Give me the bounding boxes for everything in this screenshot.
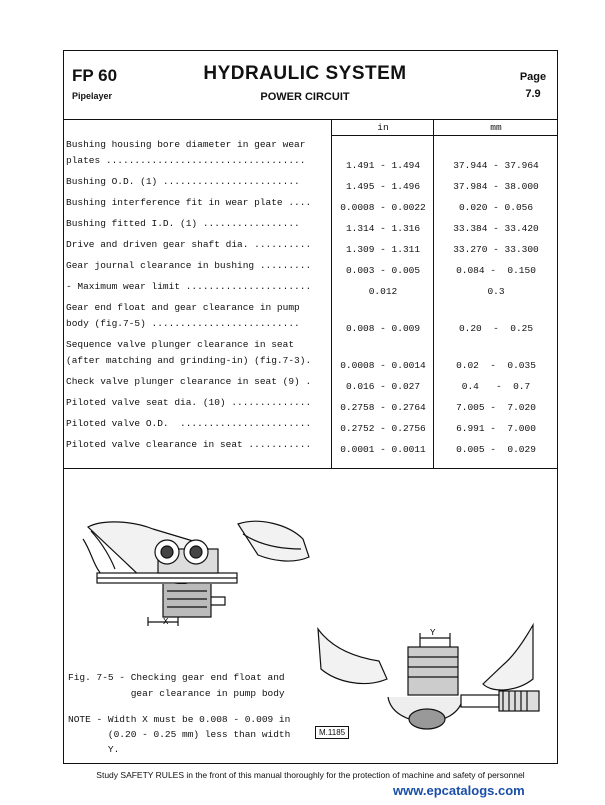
spec-value-mm: 0.20 - 0.25 [458, 323, 534, 334]
spec-value-mm: 33.384 - 33.420 [453, 223, 539, 234]
dim-y-label: Y [430, 628, 436, 638]
spec-value-in: 0.2752 - 0.2756 [340, 423, 426, 434]
spec-description: - Maximum wear limit ...................... [66, 281, 312, 292]
safety-footer: Study SAFETY RULES in the front of this manual thoroughly for the protection of machine and safety of personnel [96, 770, 525, 780]
dim-x-label: X [163, 617, 169, 627]
unit-in-header: in [377, 122, 389, 133]
spec-value-mm: 0.3 [487, 286, 505, 297]
spec-description: Bushing fitted I.D. (1) ................. [66, 218, 300, 229]
spec-description: Piloted valve seat dia. (10) .............. [66, 397, 312, 408]
spec-value-mm: 0.005 - 0.029 [456, 444, 536, 455]
spec-value-in: 1.309 - 1.311 [345, 244, 421, 255]
spec-description: Check valve plunger clearance in seat (9) . [66, 376, 312, 387]
unit-row-divider [332, 135, 558, 137]
spec-value-mm: 37.944 - 37.964 [453, 160, 539, 171]
spec-value-mm: 37.984 - 38.000 [453, 181, 539, 192]
machine-type: Pipelayer [72, 91, 113, 101]
figure-reference-tag: M.1185 [315, 726, 349, 739]
spec-description: Drive and driven gear shaft dia. .......... [66, 239, 312, 250]
spec-value-in: 0.003 - 0.005 [345, 265, 421, 276]
spec-description: Gear end float and gear clearance in pump body (fig.7-5) .......................... [66, 302, 300, 329]
spec-value-in: 0.0008 - 0.0014 [340, 360, 426, 371]
page-label: Page [519, 71, 547, 83]
column-divider [433, 119, 434, 469]
page-title: HYDRAULIC SYSTEM [203, 63, 407, 84]
spec-value-mm: 0.02 - 0.035 [456, 360, 536, 371]
spec-value-mm: 33.270 - 33.300 [453, 244, 539, 255]
spec-value-in: 0.008 - 0.009 [345, 323, 421, 334]
spec-value-mm: 7.005 - 7.020 [456, 402, 536, 413]
spec-value-mm: 6.991 - 7.000 [456, 423, 536, 434]
spec-value-mm: 0.020 - 0.056 [458, 202, 534, 213]
spec-value-in: 0.016 - 0.027 [345, 381, 421, 392]
spec-value-in: 0.2758 - 0.2764 [340, 402, 426, 413]
watermark-link[interactable]: www.epcatalogs.com [393, 783, 525, 798]
page-number: 7.9 [525, 88, 541, 100]
spec-description: Piloted valve clearance in seat ........... [66, 439, 312, 450]
spec-description: Gear journal clearance in bushing ......... [66, 260, 312, 271]
spec-value-in: 1.495 - 1.496 [345, 181, 421, 192]
spec-value-in: 0.0008 - 0.0022 [340, 202, 426, 213]
spec-value-mm: 0.084 - 0.150 [456, 265, 536, 276]
column-divider [331, 119, 332, 469]
spec-description: Piloted valve O.D. ....................... [66, 418, 312, 429]
spec-value-mm: 0.4 - 0.7 [461, 381, 531, 392]
spec-value-in: 1.314 - 1.316 [345, 223, 421, 234]
section-subtitle: POWER CIRCUIT [260, 91, 350, 103]
spec-description: Bushing O.D. (1) ........................ [66, 176, 300, 187]
spec-value-in: 0.0001 - 0.0011 [340, 444, 426, 455]
model-label: FP 60 [72, 66, 118, 85]
figure-caption: Fig. 7-5 - Checking gear end float and gear clearance in pump body [68, 672, 285, 699]
spec-value-in: 1.491 - 1.494 [345, 160, 421, 171]
spec-description: Bushing interference fit in wear plate .... [66, 197, 312, 208]
unit-mm-header: mm [490, 122, 502, 133]
spec-description: Bushing housing bore diameter in gear wear plates ................................... [66, 139, 306, 166]
spec-description: Sequence valve plunger clearance in seat (after matching and grinding-in) (fig.7-3). [66, 339, 312, 366]
figure-note: NOTE - Width X must be 0.008 - 0.009 in (0.20 - 0.25 mm) less than width Y. [68, 714, 291, 755]
spec-value-in: 0.012 [368, 286, 398, 297]
